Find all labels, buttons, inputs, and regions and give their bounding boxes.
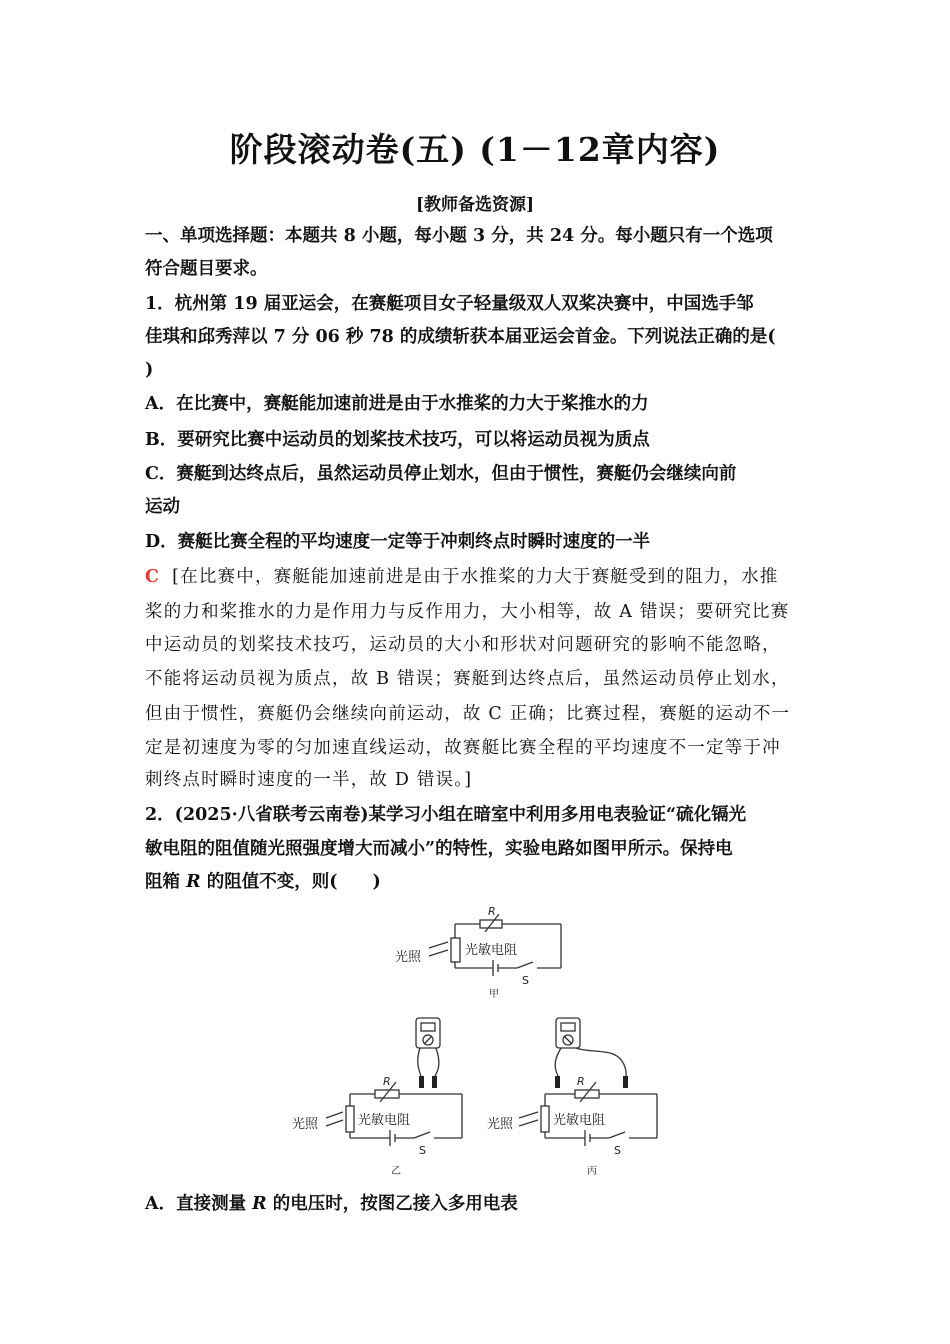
section-heading-line2: 符合题目要求。 [145, 259, 268, 279]
caption-yi: 乙 [391, 1166, 401, 1177]
label-light: 光照 [395, 950, 422, 965]
label-r: R [488, 905, 496, 918]
caption-bing: 丙 [587, 1166, 597, 1177]
q1-explanation-line1: C [在比赛中，赛艇能加速前进是由于水推桨的力大于赛艇受到的阻力，水推 [145, 567, 779, 587]
probe-black-left [555, 1076, 560, 1088]
q1-option-a: A．在比赛中，赛艇能加速前进是由于水推桨的力大于桨推水的力 [145, 394, 649, 414]
svg-text:光敏电阻: 光敏电阻 [358, 1113, 411, 1128]
q2-stem-line2: 敏电阻的阻值随光照强度增大而减小”的特性，实验电路如图甲所示。保持电 [145, 839, 733, 859]
circuit-figure-jia [385, 900, 575, 1005]
q2-option-a: A．直接测量 R 的电压时，按图乙接入多用电表 [145, 1194, 518, 1214]
probe-black-right [432, 1076, 437, 1088]
subtitle: [教师备选资源] [415, 195, 535, 215]
svg-text:光敏电阻: 光敏电阻 [553, 1113, 606, 1128]
svg-text:光照: 光照 [292, 1117, 319, 1132]
probe-black-left [419, 1076, 424, 1088]
svg-text:R: R [383, 1075, 391, 1088]
q2-stem-line1: 2．(2025·八省联考云南卷)某学习小组在暗室中利用多用电表验证“硫化镉光 [145, 805, 747, 825]
q1-explanation-line7: 刺终点时瞬时速度的一半，故 D 错误。] [145, 770, 473, 790]
circuit-figure-yi [290, 1012, 470, 1180]
q1-explanation-line5: 但由于惯性，赛艇仍会继续向前运动，故 C 正确；比赛过程，赛艇的运动不一 [145, 704, 791, 724]
label-switch: S [522, 974, 529, 987]
caption-jia: 甲 [489, 989, 499, 1000]
svg-text:S: S [419, 1144, 426, 1157]
q2-stem-line3: 阻箱 R 的阻值不变，则( ) [145, 872, 381, 892]
svg-text:S: S [614, 1144, 621, 1157]
q1-explanation-line2: 桨的力和桨推水的力是作用力与反作用力，大小相等，故 A 错误；要研究比赛 [145, 602, 790, 622]
q1-option-b: B．要研究比赛中运动员的划桨技术技巧，可以将运动员视为质点 [145, 430, 650, 450]
q1-stem-line3: ) [145, 360, 154, 380]
q1-stem-line2: 佳琪和邱秀萍以 7 分 06 秒 78 的成绩斩获本届亚运会首金。下列说法正确的是( [145, 327, 776, 347]
label-photoresistor: 光敏电阻 [465, 943, 518, 958]
answer-letter: C [145, 567, 161, 587]
svg-text:R: R [577, 1075, 585, 1088]
q1-explanation-line6: 定是初速度为零的匀加速直线运动，故赛艇比赛全程的平均速度不一定等于冲 [145, 738, 781, 758]
q1-option-d: D．赛艇比赛全程的平均速度一定等于冲刺终点时瞬时速度的一半 [145, 532, 651, 552]
probe-black-right [623, 1076, 628, 1088]
page-title: 阶段滚动卷(五) (1－12章内容) [229, 130, 721, 169]
svg-text:光照: 光照 [487, 1117, 514, 1132]
q1-stem-line1: 1．杭州第 19 届亚运会，在赛艇项目女子轻量级双人双桨决赛中，中国选手邹 [145, 294, 754, 314]
q1-explanation-line3: 中运动员的划桨技术技巧，运动员的大小和形状对问题研究的影响不能忽略， [145, 635, 781, 655]
q1-option-c-line2: 运动 [145, 497, 180, 517]
section-heading-line1: 一、单项选择题：本题共 8 小题，每小题 3 分，共 24 分。每小题只有一个选项 [145, 226, 773, 246]
circuit-figure-bing [485, 1012, 670, 1180]
q1-option-c-line1: C．赛艇到达终点后，虽然运动员停止划水，但由于惯性，赛艇仍会继续向前 [145, 464, 737, 484]
q1-explanation-line4: 不能将运动员视为质点，故 B 错误；赛艇到达终点后，虽然运动员停止划水， [145, 669, 790, 689]
